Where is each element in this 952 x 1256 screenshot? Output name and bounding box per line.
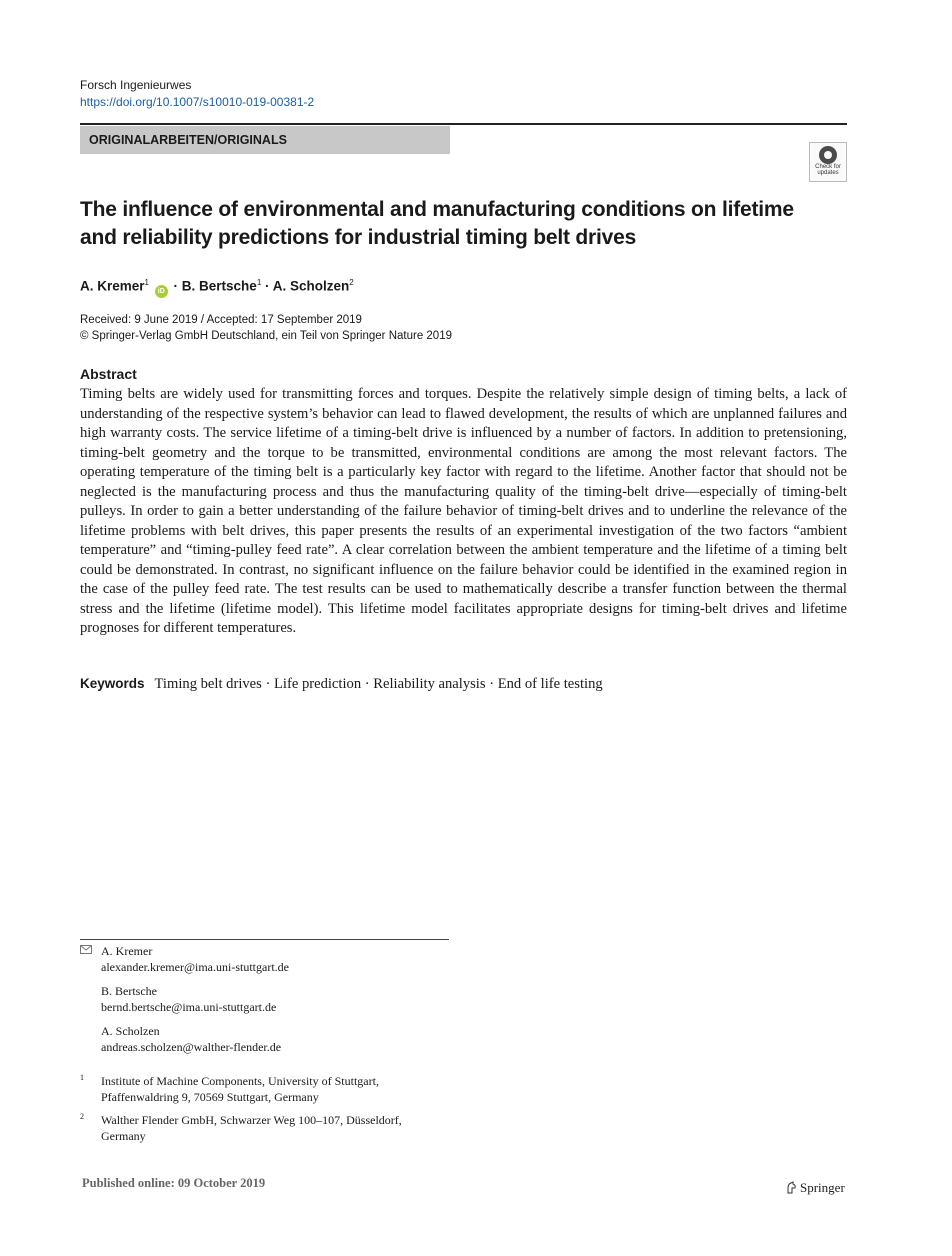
affiliation-line: Germany [101, 1129, 146, 1143]
contact-entry [101, 983, 276, 1015]
affiliation-marker: 2 [349, 278, 354, 287]
keywords-label: Keywords [80, 676, 145, 691]
check-for-updates-button[interactable] [809, 142, 847, 182]
contact-name: A. Kremer [101, 944, 153, 958]
envelope-icon [80, 945, 92, 957]
affiliation-line: Pfaffenwaldring 9, 70569 Stuttgart, Germany [101, 1090, 319, 1104]
affiliation-line: Walther Flender GmbH, Schwarzer Weg 100–107, Düsseldorf, [101, 1113, 402, 1127]
copyright-notice: © Springer-Verlag GmbH Deutschland, ein Teil von Springer Nature 2019 [80, 330, 452, 342]
author-list [80, 278, 354, 298]
section-label: ORIGINALARBEITEN/ORIGINALS [89, 133, 287, 147]
publisher-logo [786, 1180, 845, 1196]
doi-link[interactable]: https://doi.org/10.1007/s10010-019-00381-2 [80, 95, 315, 109]
orcid-icon[interactable]: iD [155, 285, 168, 298]
affiliation-line: Institute of Machine Components, University of Stuttgart, [101, 1074, 379, 1088]
affiliation-marker: 1 [256, 278, 262, 287]
contact-email[interactable]: alexander.kremer@ima.uni-stuttgart.de [101, 960, 289, 974]
crossmark-label-2: updates [817, 170, 839, 176]
abstract-heading: Abstract [80, 366, 137, 382]
contact-entry [101, 1023, 281, 1055]
contact-name: A. Scholzen [101, 1024, 160, 1038]
article-title: The influence of environmental and manufacturing conditions on lifetime and reliability predictions for industrial timing belt drives [80, 198, 794, 249]
journal-name: Forsch Ingenieurwes [80, 78, 192, 92]
affiliation-number: 2 [80, 1112, 84, 1121]
author-name[interactable]: A. Kremer [80, 278, 145, 294]
received-dates: Received: 9 June 2019 / Accepted: 17 September 2019 [80, 314, 362, 326]
crossmark-icon [819, 146, 837, 164]
contact-email[interactable]: bernd.bertsche@ima.uni-stuttgart.de [101, 1000, 277, 1014]
publisher-name: Springer [800, 1180, 845, 1195]
affiliation-entry [101, 1112, 461, 1144]
contact-entry [101, 943, 289, 975]
affiliation-marker: 1 [144, 278, 149, 287]
keywords-line [80, 676, 603, 693]
contact-name: B. Bertsche [101, 984, 157, 998]
author-name[interactable]: A. Scholzen [272, 278, 350, 294]
crossmark-label-1: Check for [815, 164, 841, 170]
abstract-text: Timing belts are widely used for transmitting forces and torques. Despite the relatively simple design of timing belts, a lack of understanding of the respective system’s behavior can lead to flawed development, the results of which are unplanned failures and high warranty costs. The service lifetime of a timing-belt drive is influenced by a number of factors. In addition to pretensioning, timing-belt geometry and the torque to be transmitted, environmental conditions are among the most relevant factors. The operating temperature of the timing belt is a particularly key factor with regard to the lifetime. Another factor that should not be neglected is the manufacturing process and thus the manufacturing quality of the timing-belt drive—especially of timing-belt pulleys. In order to gain a better understanding of the failure behavior of timing-belt drives and to underline the relevance of the lifetime problems with belt drives, this paper presents the results of an experimental investigation of the two factors “ambient temperature” and “timing-pulley feed rate”. A clear correlation between the ambient temperature and the lifetime of a timing belt could be demonstrated. In contrast, no significant influence on the failure behavior could be identified in the examined region in the case of the pulley feed rate. The test results can be used to mathematically describe a transfer function between the thermal stress and the lifetime (lifetime model). This lifetime model facilitates appropriate designs for timing-belt drives and lifetime prognoses for different temperatures. [80, 386, 847, 636]
header-rule [80, 123, 847, 125]
springer-horse-icon [786, 1181, 797, 1194]
contact-email[interactable]: andreas.scholzen@walther-flender.de [101, 1040, 282, 1054]
author-separator: · [173, 278, 179, 294]
published-date: Published online: 09 October 2019 [82, 1176, 266, 1190]
keywords-list: Timing belt drives · Life prediction · Reliability analysis · End of life testing [154, 676, 603, 692]
affiliation-entry [101, 1073, 461, 1105]
author-name[interactable]: B. Bertsche [181, 278, 257, 294]
affiliation-number: 1 [80, 1073, 84, 1082]
section-bar [80, 126, 450, 154]
footnote-rule [80, 939, 449, 940]
author-separator: · [265, 278, 270, 294]
